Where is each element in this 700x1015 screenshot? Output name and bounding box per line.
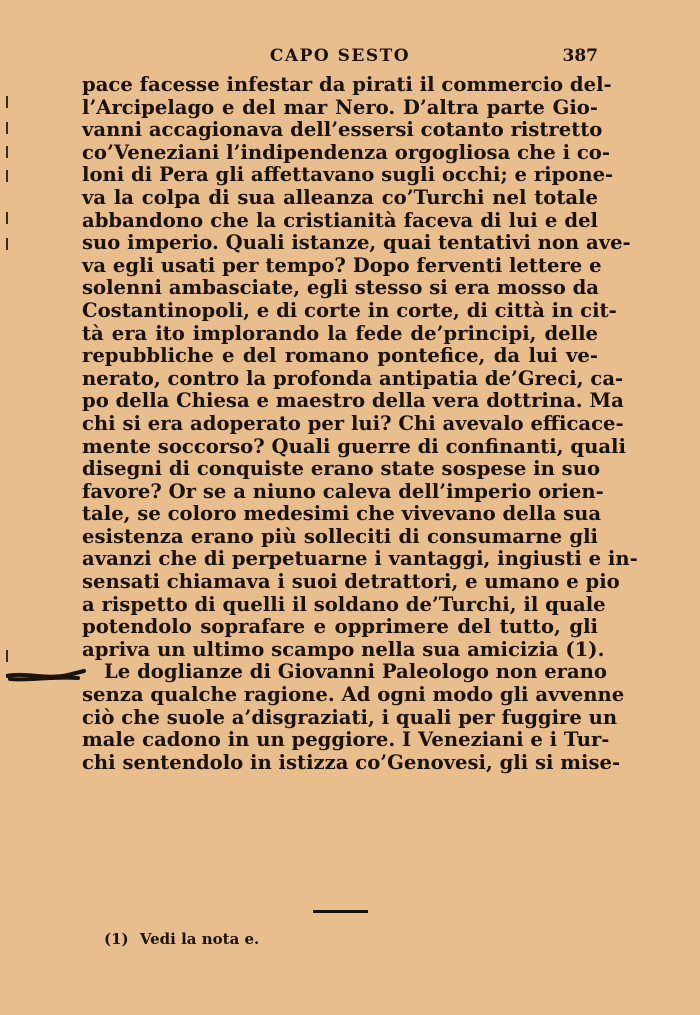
text-line: nerato, contro la profonda antipatia de’Greci, ca- [82,366,624,390]
footnote-text: Vedi la nota e. [139,930,260,948]
text-line: male cadono in un peggiore. I Veneziani e i Tur- [82,728,610,752]
text-line: sensati chiamava i suoi detrattori, e umano e pio [82,570,620,594]
text-line: va egli usati per tempo? Dopo ferventi lettere e [82,253,602,277]
text-line: a rispetto di quelli il soldano de’Turchi, il quale [82,592,606,616]
text-line: senza qualche ragione. Ad ogni modo gli avvenne [82,683,625,707]
text-line: co’Veneziani l’indipendenza orgogliosa che i co- [82,140,610,164]
text-line: abbandono che la cristianità faceva di lui e del [82,208,598,232]
text-line: va la colpa di sua alleanza co’Turchi nel totale [82,185,598,209]
margin-tick [6,122,8,134]
text-line: po della Chiesa e maestro della vera dottrina. Ma [82,389,624,413]
text-line: chi si era adoperato per lui? Chi avevalo efficace- [82,411,624,435]
page-number: 387 [562,46,598,66]
page-header [82,46,598,72]
text-line: ciò che suole a’disgraziati, i quali per fuggire un [82,705,618,729]
text-line: solenni ambasciate, egli stesso si era mosso da [82,276,599,300]
margin-tick [6,96,8,108]
text-line: suo imperio. Quali istanze, quai tentativi non ave- [82,231,631,255]
text-line: avanzi che di perpetuarne i vantaggi, ingiusti e in- [82,547,638,571]
text-line: esistenza erano più solleciti di consumarne gli [82,524,598,548]
text-line: potendolo soprafare e opprimere del tutto, gli [82,615,598,639]
text-line: pace facesse infestar da pirati il commercio del- [82,73,612,96]
text-line: l’Arcipelago e del mar Nero. D’altra parte Gio- [82,95,598,119]
margin-tick [6,238,8,250]
paragraph-first-line: Le doglianze di Giovanni Paleologo non erano [104,660,607,684]
text-line: tà era ito implorando la fede de’principi, delle [82,321,598,345]
text-line: mente soccorso? Quali guerre di confinanti, quali [82,434,626,458]
text-line: repubbliche e del romano pontefice, da lui ve- [82,344,598,368]
text-line: disegni di conquiste erano state sospese in suo [82,457,601,481]
margin-tick [6,650,8,662]
footnote-marker: (1) [104,930,129,948]
margin-tick [6,212,8,224]
text-line: Costantinopoli, e di corte in corte, di città in cit- [82,298,617,322]
text-line: tale, se coloro medesimi che vivevano della sua [82,502,602,526]
margin-tick [6,170,8,182]
running-title: CAPO SESTO [269,46,411,66]
margin-tick [6,146,8,158]
text-line: chi sentendolo in istizza co’Genovesi, gli si mise- [82,750,621,774]
text-line: favore? Or se a niuno caleva dell’imperio orien- [82,479,604,503]
text-line: vanni accagionava dell’essersi cotanto ristretto [82,118,603,142]
footnote [104,930,259,948]
margin-pen-stroke [6,666,86,686]
footnote-rule [313,910,368,913]
text-line: loni di Pera gli affettavano sugli occhi; e ripone- [82,163,614,187]
body-text [82,73,638,774]
paragraph-last-line: apriva un ultimo scampo nella sua amicizia (1). [82,637,605,661]
